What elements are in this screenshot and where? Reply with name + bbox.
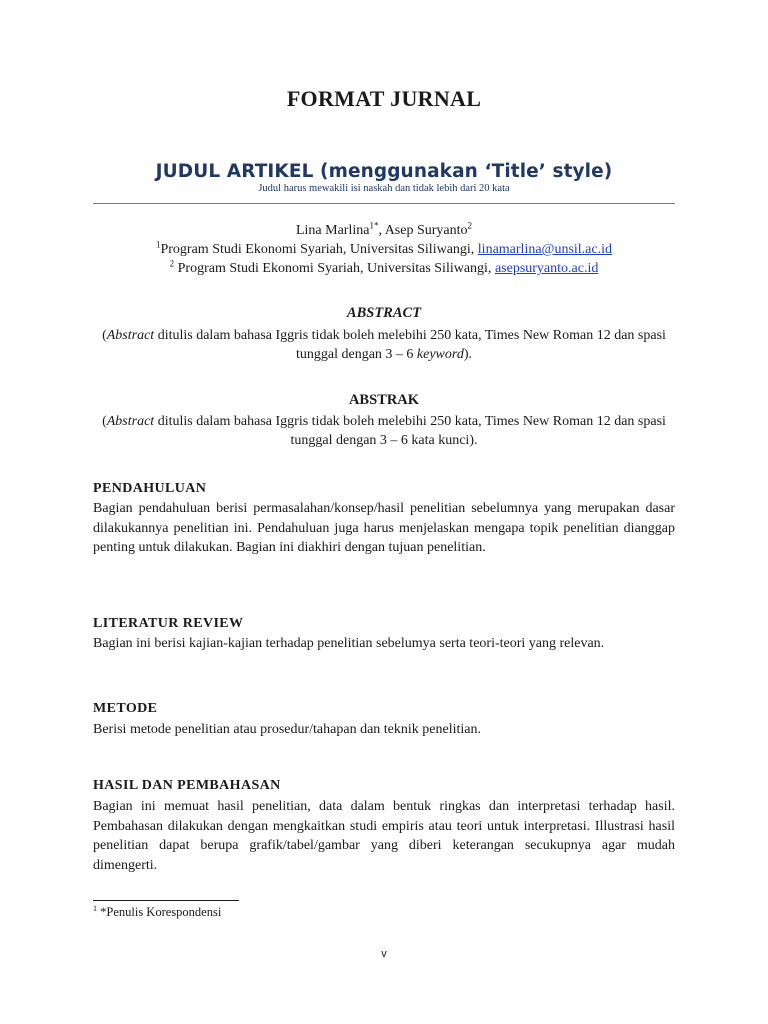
author-line (0, 221, 768, 240)
affiliation-2-sup: 2 (169, 258, 175, 269)
section-heading-hasil-pembahasan: HASIL DAN PEMBAHASAN (93, 778, 281, 793)
abstrak-heading: ABSTRAK (348, 392, 420, 408)
footnote-rule (93, 900, 239, 901)
abstract-text: ditulis dalam bahasa Iggris tidak boleh melebihi 250 kata, Times New Roman 12 dan spasi tunggal dengan 3 – 6 (154, 328, 666, 362)
author-1-sup: 1* (369, 220, 379, 231)
abstract-body (93, 326, 675, 364)
affiliation-2-text: Program Studi Ekonomi Syariah, Universitas Siliwangi, (174, 261, 495, 276)
author-2-name: Asep Suryanto (384, 223, 468, 238)
article-title: JUDUL ARTIKEL (menggunakan ‘Title’ style) (155, 161, 613, 182)
abstrak-text: ditulis dalam bahasa Iggris tidak boleh melebihi 250 kata, Times New Roman 12 dan spasi tunggal dengan 3 – 6 kata kunci). (154, 414, 666, 448)
author-1-name: Lina Marlina (295, 223, 370, 238)
author-2-sup: 2 (467, 220, 473, 231)
affiliation-1 (0, 240, 768, 259)
author-separator: , (378, 223, 385, 238)
section-body-metode: Berisi metode penelitian atau prosedur/tahapan dan teknik penelitian. (93, 722, 481, 737)
section-heading-pendahuluan: PENDAHULUAN (93, 481, 207, 496)
abstract-italic-word: Abstract (106, 328, 155, 343)
affiliation-1-email-link[interactable]: linamarlina@unsil.ac.id (477, 242, 612, 257)
title-divider (93, 203, 675, 204)
abstract-open: ( (102, 328, 107, 343)
page-number: v (381, 948, 387, 960)
affiliation-1-sup: 1 (155, 239, 161, 250)
footnote (93, 905, 221, 920)
abstract-keyword: keyword (416, 347, 464, 362)
author-block (0, 221, 768, 278)
abstrak-body (93, 412, 675, 450)
abstrak-open: ( (102, 414, 107, 429)
affiliation-1-text: Program Studi Ekonomi Syariah, Universitas Siliwangi, (160, 242, 478, 257)
section-body-pendahuluan: Bagian pendahuluan berisi permasalahan/konsep/hasil penelitian sebelumnya yang merupakan dasar dilakukannya penelitian ini. Pendahuluan juga harus menjelaskan mengapa topik penelitian dianggap penting untuk dilakukan. Bagian ini diakhiri dengan tujuan penelitian. (93, 501, 675, 556)
affiliation-2-email-link[interactable]: asepsuryanto.ac.id (494, 261, 599, 276)
abstract-close: ). (463, 347, 472, 362)
abstract-heading: ABSTRACT (346, 305, 422, 321)
section-heading-metode: METODE (93, 701, 158, 716)
footnote-sup: 1 (93, 903, 97, 913)
section-body-hasil-pembahasan: Bagian ini memuat hasil penelitian, data dalam bentuk ringkas dan interpretasi terhadap hasil. Pembahasan dilakukan dengan mengkaitkan studi empiris atau teori untuk interpretasi. Illustrasi hasil penelitian dapat berupa grafik/tabel/gambar yang diberi keterangan secukupnya agar mudah dimengerti. (93, 799, 675, 874)
abstrak-italic-word: Abstract (106, 414, 155, 429)
document-title: FORMAT JURNAL (286, 86, 482, 111)
section-heading-literatur-review: LITERATUR REVIEW (93, 616, 244, 631)
affiliation-2 (0, 259, 768, 278)
section-body-literatur-review: Bagian ini berisi kajian-kajian terhadap penelitian sebelumya serta teori-teori yang relevan. (93, 636, 605, 651)
article-title-note: Judul harus mewakili isi naskah dan tidak lebih dari 20 kata (258, 183, 510, 194)
footnote-text: *Penulis Korespondensi (97, 905, 222, 919)
